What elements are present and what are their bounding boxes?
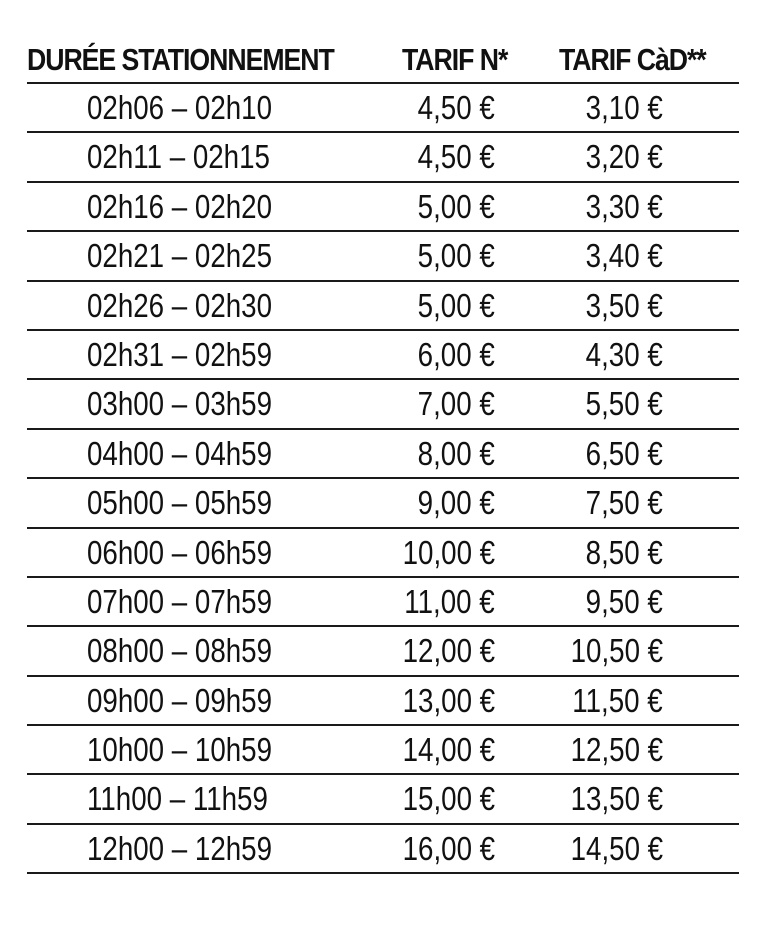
duration-cell: 07h00 – 07h59	[87, 582, 272, 620]
duration-cell: 02h26 – 02h30	[87, 286, 272, 324]
table-row	[27, 479, 739, 528]
duration-cell: 02h16 – 02h20	[87, 187, 272, 225]
tarif-n-cell: 13,00 €	[402, 681, 495, 719]
duration-cell: 02h31 – 02h59	[87, 335, 272, 373]
tarif-cad-cell: 5,50 €	[585, 385, 663, 423]
tarif-n-cell: 12,00 €	[402, 632, 495, 670]
tarif-n-cell: 7,00 €	[417, 385, 495, 423]
tarif-cad-cell: 10,50 €	[570, 632, 663, 670]
tarif-n-cell: 5,00 €	[417, 286, 495, 324]
duration-cell: 04h00 – 04h59	[87, 434, 272, 472]
table-row	[27, 380, 739, 429]
tarif-cad-cell: 3,20 €	[585, 138, 663, 176]
tarif-cad-cell: 4,30 €	[585, 335, 663, 373]
tarif-cad-cell: 9,50 €	[585, 582, 663, 620]
tarif-cad-cell: 11,50 €	[572, 681, 663, 719]
tarif-n-cell: 5,00 €	[417, 187, 495, 225]
duration-cell: 12h00 – 12h59	[87, 829, 272, 867]
header-duration: DURÉE STATIONNEMENT	[27, 42, 334, 77]
table-row	[27, 331, 739, 380]
tarif-cad-cell: 3,50 €	[585, 286, 663, 324]
duration-cell: 09h00 – 09h59	[87, 681, 272, 719]
duration-cell: 02h21 – 02h25	[87, 237, 272, 275]
table-row	[27, 627, 739, 676]
duration-cell: 02h06 – 02h10	[87, 89, 272, 126]
tarif-cad-cell: 7,50 €	[585, 484, 663, 522]
tarif-cad-cell: 6,50 €	[585, 434, 663, 472]
tarif-cad-cell: 3,40 €	[585, 237, 663, 275]
header-tarif-n: TARIF N*	[402, 42, 508, 77]
table-row	[27, 775, 739, 824]
tarif-n-cell: 6,00 €	[417, 335, 495, 373]
table-row	[27, 825, 739, 874]
tarif-n-cell: 4,50 €	[417, 138, 495, 176]
tarif-cad-cell: 8,50 €	[585, 533, 663, 571]
table-row	[27, 232, 739, 281]
duration-cell: 11h00 – 11h59	[87, 780, 268, 818]
tarif-n-cell: 4,50 €	[417, 89, 495, 126]
duration-cell: 05h00 – 05h59	[87, 484, 272, 522]
table-row	[27, 529, 739, 578]
table-row	[27, 282, 739, 331]
tarif-cad-cell: 13,50 €	[570, 780, 663, 818]
duration-cell: 02h11 – 02h15	[87, 138, 270, 176]
tarif-n-cell: 5,00 €	[417, 237, 495, 275]
tarif-cad-cell: 12,50 €	[570, 731, 663, 769]
tarif-n-cell: 8,00 €	[417, 434, 495, 472]
tarif-cad-cell: 3,10 €	[585, 89, 663, 126]
table-row	[27, 578, 739, 627]
duration-cell: 06h00 – 06h59	[87, 533, 272, 571]
table-body	[27, 84, 739, 874]
duration-cell: 08h00 – 08h59	[87, 632, 272, 670]
tarif-n-cell: 16,00 €	[402, 829, 495, 867]
tarif-n-cell: 10,00 €	[402, 533, 495, 571]
duration-cell: 03h00 – 03h59	[87, 385, 272, 423]
tarif-n-cell: 9,00 €	[417, 484, 495, 522]
header-tarif-cad: TARIF CàD**	[559, 42, 706, 77]
tarif-cad-cell: 3,30 €	[585, 187, 663, 225]
table-row	[27, 183, 739, 232]
table-row	[27, 84, 739, 133]
table-row	[27, 726, 739, 775]
tarif-n-cell: 14,00 €	[402, 731, 495, 769]
parking-tariff-table	[27, 36, 739, 874]
table-row	[27, 677, 739, 726]
table-header-row	[27, 36, 739, 84]
tarif-n-cell: 11,00 €	[404, 582, 495, 620]
table-row	[27, 430, 739, 479]
tarif-cad-cell: 14,50 €	[570, 829, 663, 867]
duration-cell: 10h00 – 10h59	[87, 731, 272, 769]
table-row	[27, 133, 739, 182]
tarif-n-cell: 15,00 €	[402, 780, 495, 818]
